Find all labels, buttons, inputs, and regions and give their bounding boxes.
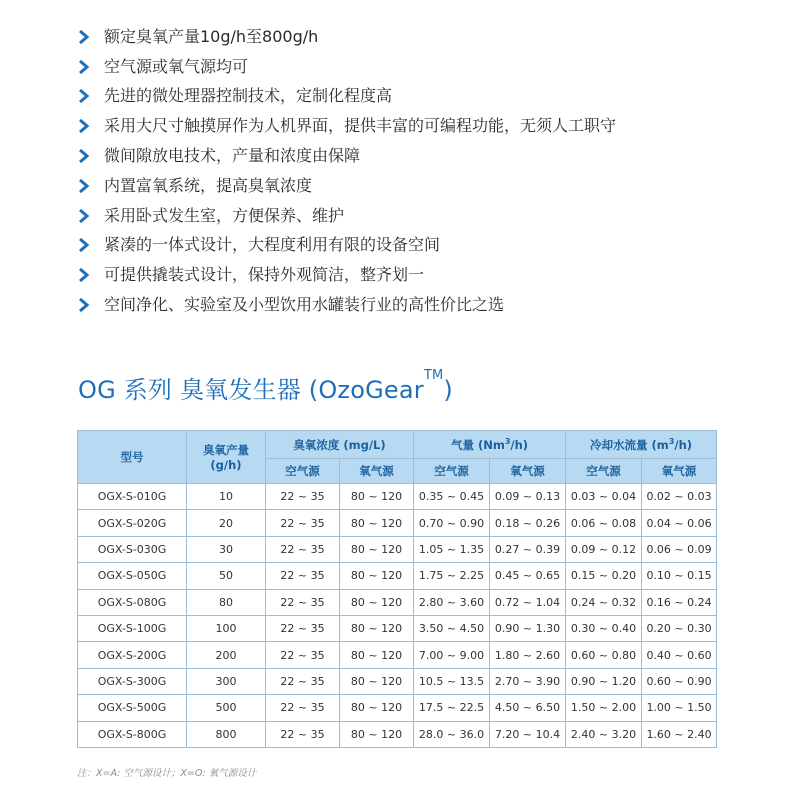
chevron-right-icon bbox=[78, 178, 94, 194]
chevron-right-icon bbox=[78, 297, 94, 313]
feature-list bbox=[78, 22, 616, 320]
cell-model: OGX-S-030G bbox=[78, 536, 187, 562]
table-row bbox=[78, 563, 717, 589]
cell-cool-air: 2.40 ~ 3.20 bbox=[566, 721, 642, 747]
cell-conc-oxygen: 80 ~ 120 bbox=[340, 695, 414, 721]
cell-gas-oxygen: 0.09 ~ 0.13 bbox=[490, 484, 566, 510]
header-gas-air: 空气源 bbox=[414, 459, 490, 484]
feature-item bbox=[78, 231, 616, 261]
chevron-right-icon bbox=[78, 118, 94, 134]
header-gas-oxygen: 氧气源 bbox=[490, 459, 566, 484]
header-model: 型号 bbox=[78, 431, 187, 484]
table-row bbox=[78, 642, 717, 668]
cell-conc-air: 22 ~ 35 bbox=[266, 642, 340, 668]
header-gas-flow-sup: 3 bbox=[504, 436, 511, 446]
cell-output: 100 bbox=[187, 615, 266, 641]
cell-conc-air: 22 ~ 35 bbox=[266, 668, 340, 694]
cell-model: OGX-S-020G bbox=[78, 510, 187, 536]
cell-conc-air: 22 ~ 35 bbox=[266, 510, 340, 536]
cell-cool-air: 0.15 ~ 0.20 bbox=[566, 563, 642, 589]
cell-cool-oxygen: 0.60 ~ 0.90 bbox=[642, 668, 717, 694]
spec-table-header bbox=[78, 431, 717, 484]
cell-cool-air: 0.09 ~ 0.12 bbox=[566, 536, 642, 562]
cell-output: 50 bbox=[187, 563, 266, 589]
cell-cool-air: 0.24 ~ 0.32 bbox=[566, 589, 642, 615]
feature-text: 采用大尺寸触摸屏作为人机界面，提供丰富的可编程功能，无须人工职守 bbox=[104, 116, 617, 136]
cell-gas-oxygen: 0.90 ~ 1.30 bbox=[490, 615, 566, 641]
cell-gas-oxygen: 2.70 ~ 3.90 bbox=[490, 668, 566, 694]
feature-item bbox=[78, 141, 616, 171]
header-cooling bbox=[566, 431, 717, 459]
cell-gas-oxygen: 0.72 ~ 1.04 bbox=[490, 589, 566, 615]
feature-item bbox=[78, 111, 616, 141]
header-gas-flow-suffix: /h) bbox=[510, 437, 529, 452]
feature-text: 内置富氧系统，提高臭氧浓度 bbox=[104, 175, 313, 195]
feature-text: 采用卧式发生室，方便保养、维护 bbox=[104, 205, 345, 225]
cell-conc-oxygen: 80 ~ 120 bbox=[340, 642, 414, 668]
cell-gas-oxygen: 4.50 ~ 6.50 bbox=[490, 695, 566, 721]
feature-item bbox=[78, 201, 616, 231]
header-cool-oxygen: 氧气源 bbox=[642, 459, 717, 484]
table-row bbox=[78, 695, 717, 721]
cell-model: OGX-S-100G bbox=[78, 615, 187, 641]
cell-output: 800 bbox=[187, 721, 266, 747]
cell-model: OGX-S-500G bbox=[78, 695, 187, 721]
header-gas-flow-prefix: 气量 (Nm bbox=[450, 437, 505, 452]
cell-cool-air: 0.30 ~ 0.40 bbox=[566, 615, 642, 641]
table-row bbox=[78, 589, 717, 615]
feature-text: 空间净化、实验室及小型饮用水罐装行业的高性价比之选 bbox=[104, 295, 505, 315]
cell-conc-oxygen: 80 ~ 120 bbox=[340, 589, 414, 615]
cell-gas-oxygen: 7.20 ~ 10.4 bbox=[490, 721, 566, 747]
cell-conc-oxygen: 80 ~ 120 bbox=[340, 536, 414, 562]
header-cooling-suffix: /h) bbox=[674, 437, 693, 452]
feature-item bbox=[78, 52, 616, 82]
chevron-right-icon bbox=[78, 29, 94, 45]
header-output-line1: 臭氧产量 bbox=[203, 443, 249, 457]
cell-gas-air: 1.75 ~ 2.25 bbox=[414, 563, 490, 589]
cell-cool-oxygen: 0.04 ~ 0.06 bbox=[642, 510, 717, 536]
header-cooling-prefix: 冷却水流量 (m bbox=[590, 437, 669, 452]
cell-gas-air: 0.70 ~ 0.90 bbox=[414, 510, 490, 536]
feature-item bbox=[78, 82, 616, 112]
feature-text: 可提供撬装式设计，保持外观简洁，整齐划一 bbox=[104, 265, 425, 285]
header-output bbox=[187, 431, 266, 484]
cell-model: OGX-S-300G bbox=[78, 668, 187, 694]
cell-output: 30 bbox=[187, 536, 266, 562]
feature-item bbox=[78, 22, 616, 52]
cell-gas-air: 3.50 ~ 4.50 bbox=[414, 615, 490, 641]
cell-output: 20 bbox=[187, 510, 266, 536]
spec-table-body bbox=[78, 484, 717, 748]
chevron-right-icon bbox=[78, 267, 94, 283]
chevron-right-icon bbox=[78, 59, 94, 75]
cell-conc-air: 22 ~ 35 bbox=[266, 484, 340, 510]
cell-conc-oxygen: 80 ~ 120 bbox=[340, 668, 414, 694]
footnote: 注：X=A: 空气源设计；X=O: 氧气源设计 bbox=[77, 768, 257, 779]
feature-item bbox=[78, 171, 616, 201]
cell-cool-oxygen: 0.20 ~ 0.30 bbox=[642, 615, 717, 641]
table-row bbox=[78, 510, 717, 536]
cell-cool-oxygen: 0.02 ~ 0.03 bbox=[642, 484, 717, 510]
cell-output: 200 bbox=[187, 642, 266, 668]
cell-gas-oxygen: 1.80 ~ 2.60 bbox=[490, 642, 566, 668]
cell-model: OGX-S-800G bbox=[78, 721, 187, 747]
cell-gas-air: 10.5 ~ 13.5 bbox=[414, 668, 490, 694]
cell-conc-air: 22 ~ 35 bbox=[266, 536, 340, 562]
cell-cool-air: 0.90 ~ 1.20 bbox=[566, 668, 642, 694]
cell-cool-air: 0.03 ~ 0.04 bbox=[566, 484, 642, 510]
header-cool-air: 空气源 bbox=[566, 459, 642, 484]
header-output-line2: (g/h) bbox=[210, 458, 242, 472]
cell-conc-air: 22 ~ 35 bbox=[266, 721, 340, 747]
table-row bbox=[78, 721, 717, 747]
header-gas-flow bbox=[414, 431, 566, 459]
cell-cool-oxygen: 1.00 ~ 1.50 bbox=[642, 695, 717, 721]
cell-conc-oxygen: 80 ~ 120 bbox=[340, 510, 414, 536]
cell-gas-air: 1.05 ~ 1.35 bbox=[414, 536, 490, 562]
cell-conc-air: 22 ~ 35 bbox=[266, 695, 340, 721]
table-row bbox=[78, 484, 717, 510]
cell-cool-oxygen: 0.06 ~ 0.09 bbox=[642, 536, 717, 562]
section-title-text: OG 系列 臭氧发生器 (OzoGear bbox=[78, 376, 424, 404]
cell-output: 300 bbox=[187, 668, 266, 694]
chevron-right-icon bbox=[78, 88, 94, 104]
cell-conc-air: 22 ~ 35 bbox=[266, 615, 340, 641]
cell-cool-oxygen: 1.60 ~ 2.40 bbox=[642, 721, 717, 747]
table-row bbox=[78, 536, 717, 562]
feature-text: 额定臭氧产量10g/h至800g/h bbox=[104, 26, 319, 46]
header-conc-air: 空气源 bbox=[266, 459, 340, 484]
cell-conc-air: 22 ~ 35 bbox=[266, 589, 340, 615]
cell-gas-air: 0.35 ~ 0.45 bbox=[414, 484, 490, 510]
feature-item bbox=[78, 290, 616, 320]
feature-item bbox=[78, 260, 616, 290]
section-title-close: ) bbox=[443, 376, 453, 404]
cell-conc-oxygen: 80 ~ 120 bbox=[340, 721, 414, 747]
cell-output: 500 bbox=[187, 695, 266, 721]
cell-cool-air: 0.60 ~ 0.80 bbox=[566, 642, 642, 668]
cell-cool-oxygen: 0.10 ~ 0.15 bbox=[642, 563, 717, 589]
cell-output: 80 bbox=[187, 589, 266, 615]
cell-conc-oxygen: 80 ~ 120 bbox=[340, 615, 414, 641]
cell-output: 10 bbox=[187, 484, 266, 510]
chevron-right-icon bbox=[78, 208, 94, 224]
cell-model: OGX-S-050G bbox=[78, 563, 187, 589]
chevron-right-icon bbox=[78, 237, 94, 253]
header-cooling-sup: 3 bbox=[668, 436, 675, 446]
feature-text: 微间隙放电技术，产量和浓度由保障 bbox=[104, 146, 361, 166]
cell-gas-air: 2.80 ~ 3.60 bbox=[414, 589, 490, 615]
cell-gas-oxygen: 0.18 ~ 0.26 bbox=[490, 510, 566, 536]
section-title bbox=[78, 370, 453, 405]
feature-text: 空气源或氧气源均可 bbox=[104, 56, 249, 76]
cell-gas-air: 28.0 ~ 36.0 bbox=[414, 721, 490, 747]
cell-cool-oxygen: 0.40 ~ 0.60 bbox=[642, 642, 717, 668]
feature-text: 先进的微处理器控制技术，定制化程度高 bbox=[104, 86, 393, 106]
cell-model: OGX-S-010G bbox=[78, 484, 187, 510]
cell-model: OGX-S-080G bbox=[78, 589, 187, 615]
trademark-mark: TM bbox=[423, 368, 444, 383]
feature-text: 紧凑的一体式设计，大程度利用有限的设备空间 bbox=[104, 235, 441, 255]
cell-model: OGX-S-200G bbox=[78, 642, 187, 668]
cell-conc-oxygen: 80 ~ 120 bbox=[340, 563, 414, 589]
spec-table bbox=[77, 430, 717, 748]
cell-conc-air: 22 ~ 35 bbox=[266, 563, 340, 589]
cell-gas-oxygen: 0.45 ~ 0.65 bbox=[490, 563, 566, 589]
cell-cool-air: 0.06 ~ 0.08 bbox=[566, 510, 642, 536]
cell-conc-oxygen: 80 ~ 120 bbox=[340, 484, 414, 510]
table-row bbox=[78, 615, 717, 641]
cell-cool-air: 1.50 ~ 2.00 bbox=[566, 695, 642, 721]
header-concentration: 臭氧浓度 (mg/L) bbox=[266, 431, 414, 459]
header-conc-oxygen: 氧气源 bbox=[340, 459, 414, 484]
cell-gas-air: 7.00 ~ 9.00 bbox=[414, 642, 490, 668]
cell-cool-oxygen: 0.16 ~ 0.24 bbox=[642, 589, 717, 615]
cell-gas-air: 17.5 ~ 22.5 bbox=[414, 695, 490, 721]
chevron-right-icon bbox=[78, 148, 94, 164]
table-row bbox=[78, 668, 717, 694]
cell-gas-oxygen: 0.27 ~ 0.39 bbox=[490, 536, 566, 562]
